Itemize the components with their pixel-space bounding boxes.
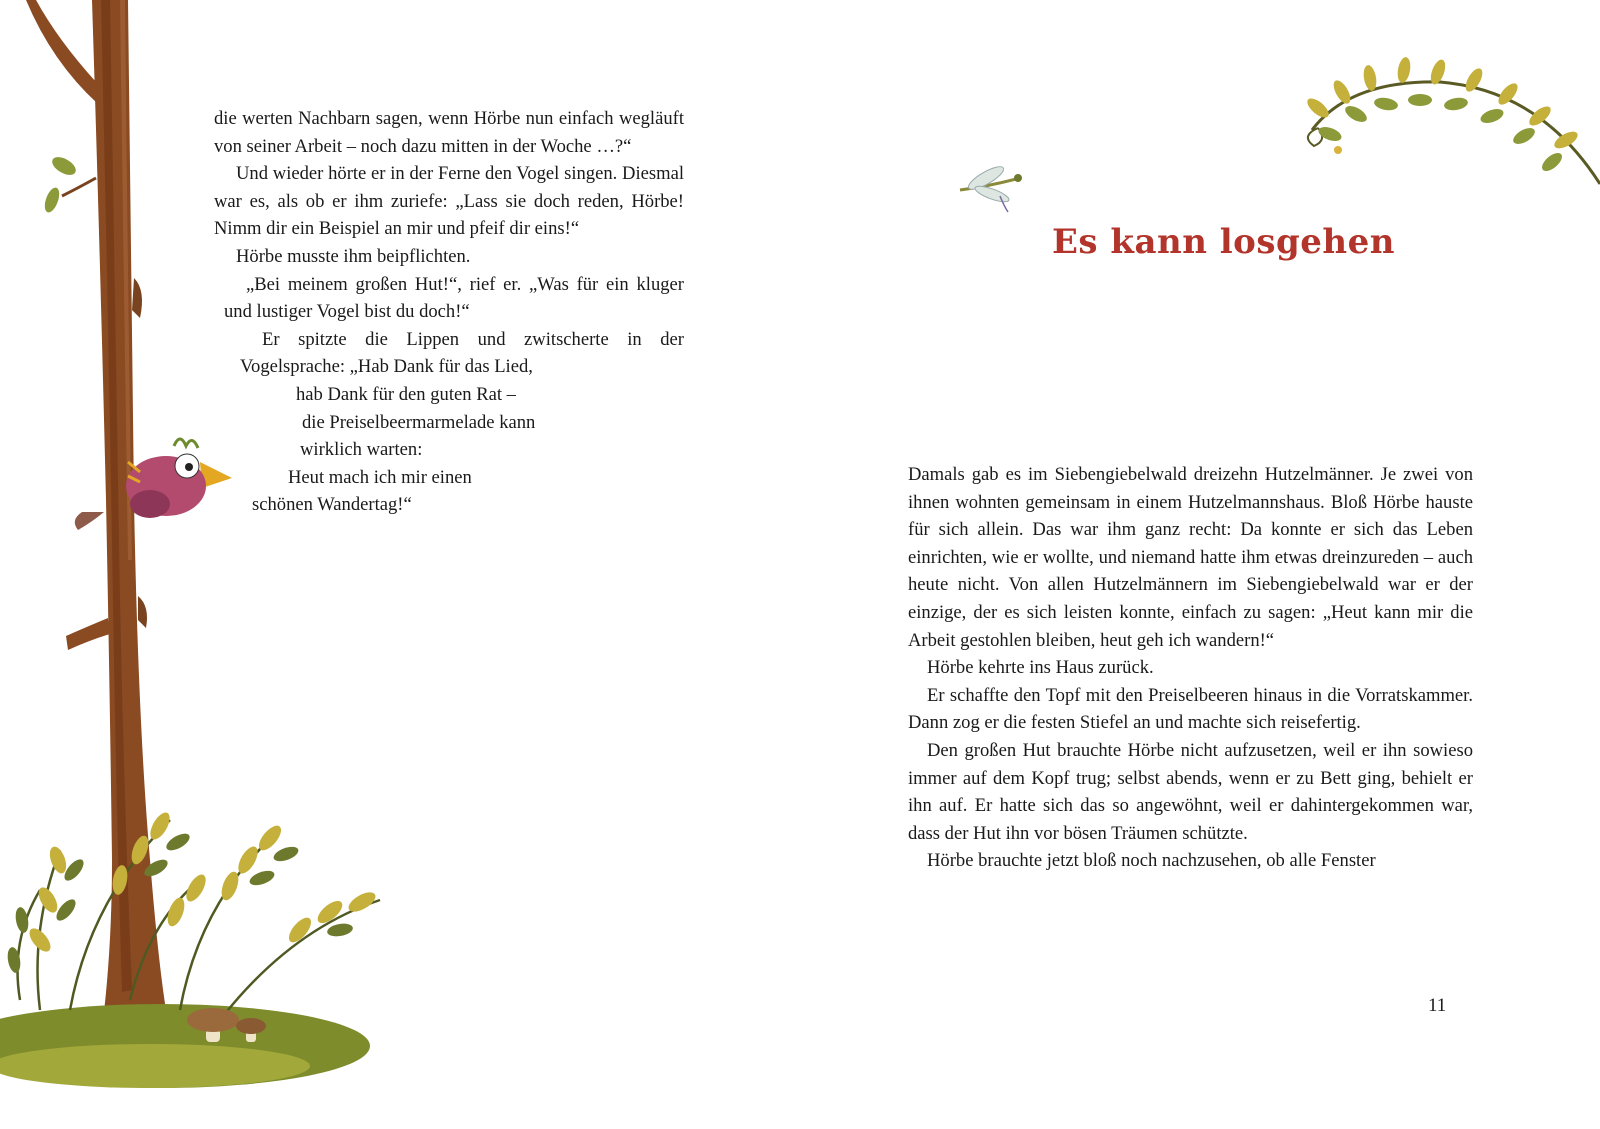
right-paragraph-4: Den großen Hut brauchte Hörbe nicht aufzusetzen, weil er ihn sowieso immer auf dem Kopf trug; selbst abends, wenn er zu Bett ging, behielt er ihn auf. Er hatte sich das so angewöhnt, weil er dahintergekommen war, dass der Hut ihn vor bösen Träumen schützte.: [908, 739, 1473, 844]
tree-illustration: [26, 0, 166, 1012]
left-paragraph-3: Hörbe musste ihm beipflichten.: [236, 245, 471, 267]
left-paragraph-5: Er spitzte die Lippen und zwitscherte in der Vogelsprache: „Hab Dank für das Lied,: [240, 328, 684, 378]
page-number: 11: [1428, 995, 1447, 1016]
poem-line-3: wirklich warten:: [300, 439, 423, 461]
mushroom-illustration: [187, 1008, 266, 1042]
poem-line-4: Heut mach ich mir einen: [288, 466, 472, 488]
bird-illustration: [75, 439, 232, 530]
left-page-text: [214, 105, 684, 519]
left-paragraph-1: die werten Nachbarn sagen, wenn Hörbe nun einfach wegläuft von seiner Arbeit – noch dazu mitten in der Woche …?“: [214, 108, 684, 157]
right-paragraph-3: Er schaffte den Topf mit den Preiselbeeren hinaus in die Vorratskammer. Dann zog er die festen Stiefel an und machte sich reisefertig.: [908, 684, 1473, 734]
right-paragraph-5: Hörbe brauchte jetzt bloß noch nachzusehen, ob alle Fenster: [927, 850, 1376, 872]
left-paragraph-2: Und wieder hörte er in der Ferne den Vogel singen. Diesmal war es, als ob er ihm zuriefe: „Lass sie doch reden, Hörbe! Nimm dir ein Beispiel an mir und pfeif dir eins!“: [214, 163, 684, 240]
dragonfly-illustration: [960, 163, 1022, 212]
right-paragraph-2: Hörbe kehrte ins Haus zurück.: [927, 657, 1154, 679]
poem-line-5: schönen Wandertag!“: [252, 494, 412, 516]
left-paragraph-4: „Bei meinem großen Hut!“, rief er. „Was für ein kluger und lustiger Vogel bist du doch!“: [224, 273, 684, 323]
poem-line-2: die Preiselbeermarmelade kann: [302, 411, 536, 433]
branch-illustration: [1304, 56, 1600, 184]
fern-illustration: [0, 810, 380, 1088]
right-page-text: [908, 461, 1473, 875]
poem-line-1: hab Dank für den guten Rat –: [296, 383, 516, 405]
right-paragraph-1: Damals gab es im Siebengiebelwald dreizehn Hutzelmänner. Je zwei von ihnen wohnten gemeinsam in einem Hutzelmannshaus. Bloß Hörbe hauste für sich allein. Das war ihm ganz recht: Da konnte er sich das Leben einrichten, wie er wollte, und niemand hatte ihm etwas dreinzureden – auch heute nicht. Von allen Hutzelmännern im Siebengiebelwald war er der einzige, der es sich leisten konnte, einfach zu sagen: „Heut kann mir die Arbeit gestohlen bleiben, heut geh ich wandern!“: [908, 464, 1473, 651]
chapter-title: Es kann losgehen: [1052, 222, 1395, 262]
